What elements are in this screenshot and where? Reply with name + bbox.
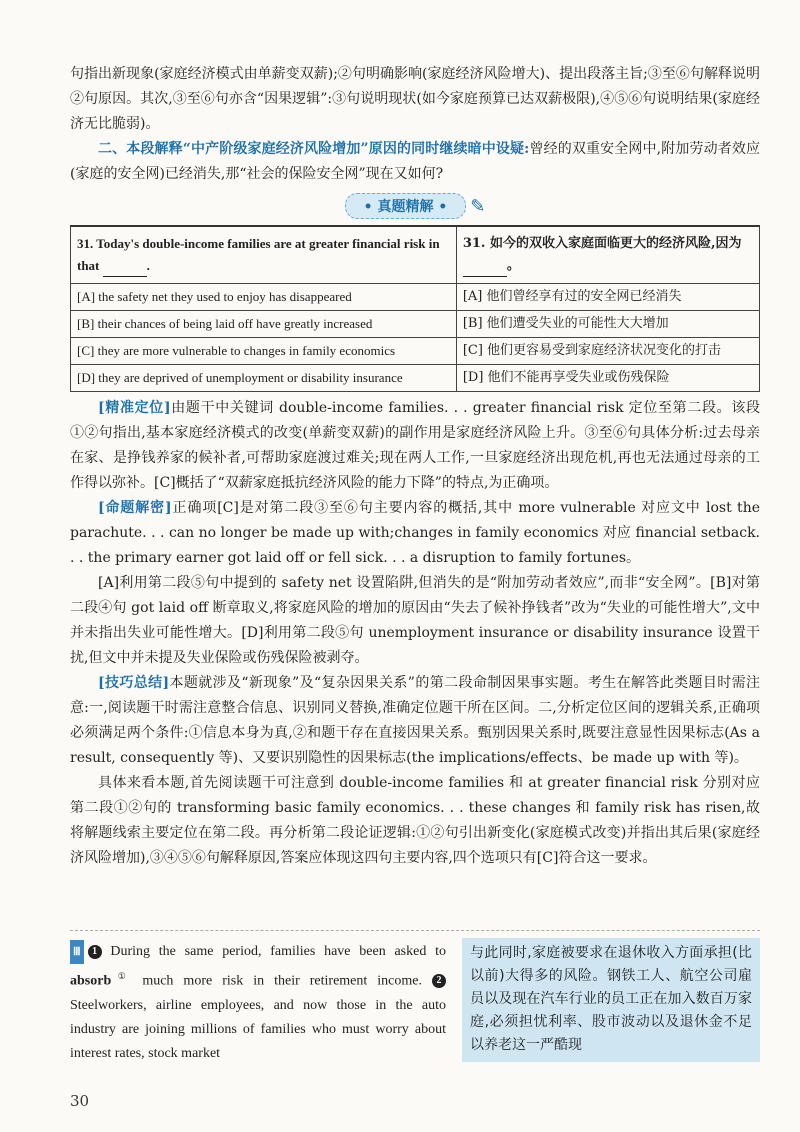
page-number: 30 — [70, 1092, 90, 1110]
option-row-d — [71, 365, 760, 392]
question-stem-en: 31. Today's double-income families are at greater financial risk in that . — [71, 226, 457, 284]
question-stem-row — [71, 226, 760, 284]
pen-icon: ✎ — [470, 196, 486, 217]
page-body — [70, 62, 760, 871]
answer-blank — [463, 262, 507, 277]
banner-row — [70, 193, 760, 219]
question-stem-cn: 31. 如今的双收入家庭面临更大的经济风险,因为。 — [456, 226, 759, 284]
passage-chinese-translation: 与此同时,家庭被要求在退休收入方面承担(比以前)大得多的风险。钢铁工人、航空公司雇员以及现在汽车行业的员工正在加入数百万家庭,必须担忧利率、股市波动以及退休金不足以养老这一严酷现 — [462, 938, 760, 1062]
tag-positioning: [精准定位] — [98, 400, 171, 416]
intro-paragraph: 句指出新现象(家庭经济模式由单薪变双薪);②句明确影响(家庭经济风险增大)、提出段落主旨;③至⑥句解释说明②句原因。其次,③至⑥句亦含“因果逻辑”:③句说明现状(如今家庭预算已达双薪极限),④⑤⑥句说明结果(家庭经济无比脆弱)。 — [70, 66, 760, 132]
question-table — [70, 225, 760, 392]
tag-decoding: [命题解密] — [98, 500, 172, 516]
tag-tips: [技巧总结] — [98, 675, 170, 691]
banner-label: • 真题精解 • — [345, 193, 467, 219]
option-d-en: [D] they are deprived of unemployment or disability insurance — [71, 365, 457, 392]
analysis-distractors: [A]利用第二段⑤句中提到的 safety net 设置陷阱,但消失的是“附加劳动者效应”,而非“安全网”。[B]对第二段④句 got laid off 断章取义,将家庭风险的增加的原因由“失去了候补挣钱者”改为“失业的可能性增大”,文中并未指出失业可能性增大。[D]利用第二段⑤句 unemployment insurance or disability insurance 设置干扰,但文中并未提及失业保险或伤残保险被剥夺。 — [70, 575, 760, 666]
option-b-cn: [B] 他们遭受失业的可能性大大增加 — [456, 311, 759, 338]
option-a-en: [A] the safety net they used to enjoy has disappeared — [71, 284, 457, 311]
analysis-tips: [技巧总结]本题就涉及“新现象”及“复杂因果关系”的第二段命制因果事实题。考生在解答此类题目时需注意:一,阅读题干时需注意整合信息、识别同义替换,准确定位题干所在区间。二,分析定位区间的逻辑关系,正确项必须满足两个条件:①信息本身为真,②和题干存在直接因果关系。甄别因果关系时,既要注意显性因果标志(As a result, consequently 等)、又要识别隐性的因果标志(the implications/effects、be made up with 等)。 — [70, 675, 760, 766]
answer-blank — [103, 262, 147, 277]
option-row-c — [71, 338, 760, 365]
option-row-a — [71, 284, 760, 311]
passage-section — [70, 930, 760, 1070]
passage-english: Ⅲ 1 During the same period, families have been asked to absorb① much more risk in their retirement income. 2Steelworkers, airline employees, and now those in the auto industry are joining millions of families who must worry about interest rates, stock market — [70, 940, 446, 1066]
divider — [70, 930, 760, 931]
section-2-paragraph — [70, 137, 760, 187]
analysis-decoding: [命题解密]正确项[C]是对第二段③至⑥句主要内容的概括,其中 more vulnerable 对应文中 lost the parachute. . . can no longer be made up with;changes in family economics 对应 financial setback. . . the primary earner got laid off or fell sick. . . a disruption to family fortunes。 — [70, 500, 760, 566]
option-a-cn: [A] 他们曾经享有过的安全网已经消失 — [456, 284, 759, 311]
option-c-cn: [C] 他们更容易受到家庭经济状况变化的打击 — [456, 338, 759, 365]
sentence-number-1: 1 — [88, 945, 102, 959]
analysis-positioning: [精准定位]由题干中关键词 double-income families. . . greater financial risk 定位至第二段。该段①②句指出,基本家庭经济模式的改变(单薪变双薪)的副作用是家庭经济风险上升。③至⑥句具体分析:过去母亲在家、是挣钱养家的候补者,可帮助家庭渡过难关;现在两人工作,一旦家庭经济出现危机,再也无法通过母亲的工作得以弥补。[C]概括了“双薪家庭抵抗经济风险的能力下降”的特点,为正确项。 — [70, 400, 760, 491]
option-d-cn: [D] 他们不能再享受失业或伤残保险 — [456, 365, 759, 392]
section-2-text: 曾经的双重安全网中,附加劳动者效应(家庭的安全网)已经消失,那“社会的保险安全网”现在又如何? — [70, 141, 760, 182]
section-2-heading: 二、本段解释“中产阶级家庭经济风险增加”原因的同时继续暗中设疑: — [98, 141, 530, 157]
section-mark: Ⅲ — [70, 940, 84, 964]
analysis-application: 具体来看本题,首先阅读题干可注意到 double-income families 和 at greater financial risk 分别对应第二段①②句的 transforming basic family economics. . . these changes 和 family risk has risen,故将解题线索主要定位在第二段。再分析第二段论证逻辑:①②句引出新变化(家庭模式改变)并指出其后果(家庭经济风险增加),③④⑤⑥句解释原因,答案应体现这四句主要内容,四个选项只有[C]符合这一要求。 — [70, 775, 760, 866]
option-c-en: [C] they are more vulnerable to changes in family economics — [71, 338, 457, 365]
keyword-absorb[interactable]: absorb — [70, 973, 112, 989]
option-b-en: [B] their chances of being laid off have greatly increased — [71, 311, 457, 338]
sentence-number-2: 2 — [432, 974, 446, 988]
option-row-b — [71, 311, 760, 338]
